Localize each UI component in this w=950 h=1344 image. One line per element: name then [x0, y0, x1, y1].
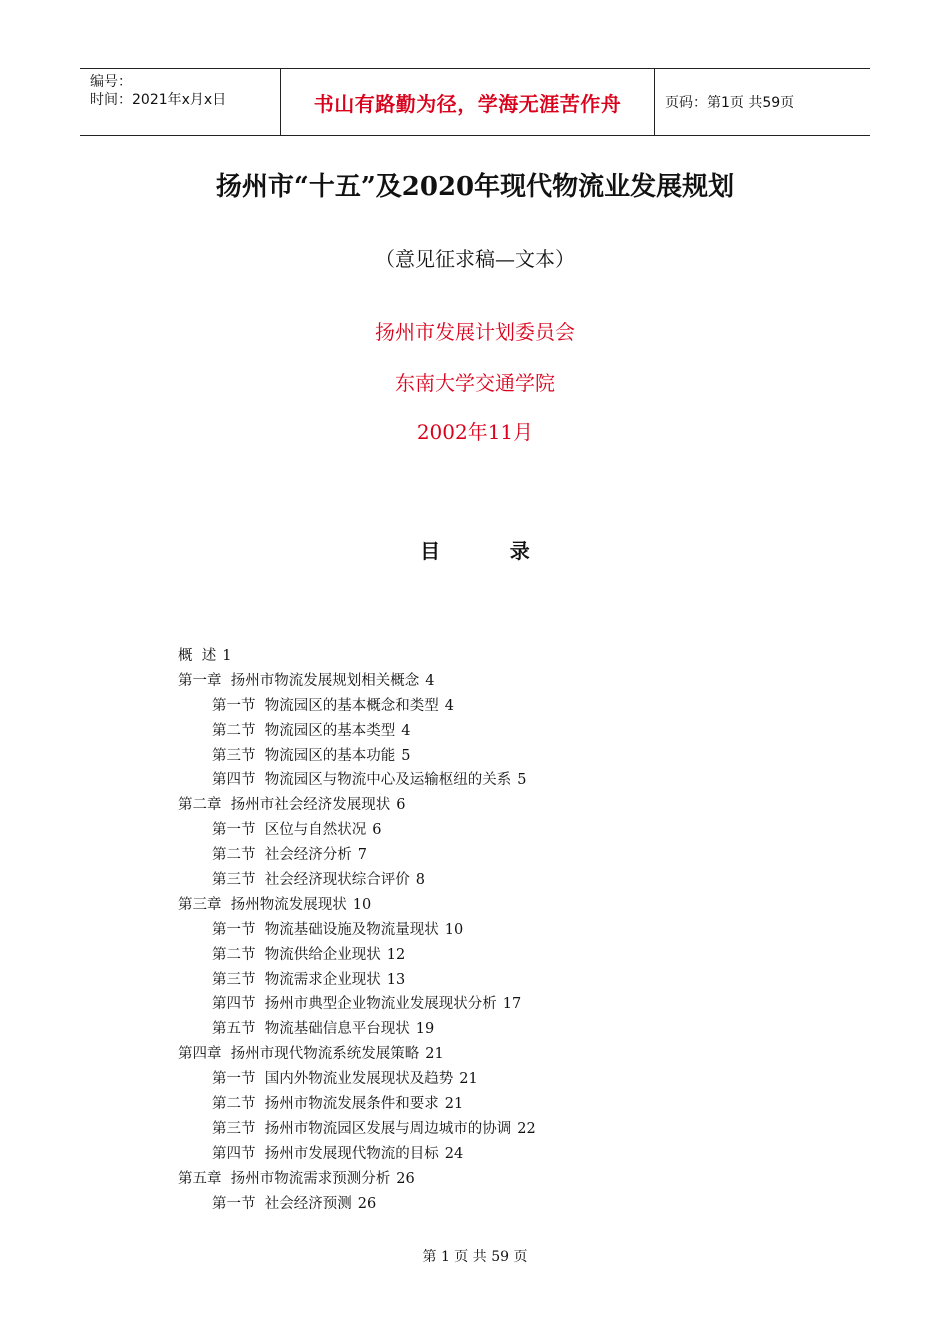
- toc-entry-page: 4: [401, 722, 411, 739]
- toc-section-entry[interactable]: [178, 918, 778, 943]
- document-date-label: 时间：2021年x月x日: [90, 92, 227, 108]
- toc-entry-page: 26: [396, 1170, 415, 1187]
- toc-entry-label: 第一节 物流基础设施及物流量现状: [212, 921, 439, 938]
- toc-section-entry[interactable]: [178, 1117, 778, 1142]
- organization-planning-commission: 扬州市发展计划委员会: [375, 320, 575, 344]
- toc-entry-page: 19: [415, 1021, 435, 1038]
- toc-section-entry[interactable]: [178, 992, 778, 1017]
- document-number-label: 编号：: [90, 74, 132, 90]
- toc-entry-page: 12: [386, 946, 406, 963]
- document-subtitle: （意见征求稿—文本）: [375, 247, 575, 271]
- toc-entry-label: 第五节 物流基础信息平台现状: [212, 1021, 410, 1038]
- toc-entry-page: 4: [425, 672, 435, 689]
- toc-entry-label: 第三节 物流需求企业现状: [212, 971, 381, 988]
- toc-entry-label: 第一节 社会经济预测: [212, 1195, 352, 1212]
- toc-chapter-entry[interactable]: [178, 1167, 778, 1192]
- toc-entry-page: 26: [357, 1195, 377, 1212]
- toc-entry-page: 13: [386, 971, 406, 988]
- toc-entry-page: 10: [444, 921, 464, 938]
- toc-entry-label: 第三章 扬州物流发展现状: [178, 896, 347, 913]
- toc-section-entry[interactable]: [178, 818, 778, 843]
- toc-entry-page: 4: [444, 697, 454, 714]
- toc-entry-label: 第二节 社会经济分析: [212, 847, 352, 864]
- toc-entry-page: 6: [396, 797, 406, 814]
- toc-section-entry[interactable]: [178, 719, 778, 744]
- toc-entry-page: 21: [444, 1096, 464, 1113]
- toc-entry-label: 第一章 扬州市物流发展规划相关概念: [178, 672, 420, 689]
- toc-entry-label: 第三节 扬州市物流园区发展与周边城市的协调: [212, 1120, 512, 1137]
- toc-entry-page: 10: [352, 896, 372, 913]
- toc-entry-label: 第二节 物流供给企业现状: [212, 946, 381, 963]
- toc-entry-label: 第三节 社会经济现状综合评价: [212, 872, 410, 889]
- toc-entry-page: 21: [459, 1071, 478, 1088]
- toc-entry-label: 第四章 扬州市现代物流系统发展策略: [178, 1046, 420, 1063]
- toc-section-entry[interactable]: [178, 1192, 778, 1217]
- toc-entry-page: 21: [425, 1046, 444, 1063]
- toc-chapter-entry[interactable]: [178, 793, 778, 818]
- toc-entry-page: 7: [357, 847, 367, 864]
- toc-entry-label: 第四节 物流园区与物流中心及运输枢纽的关系: [212, 772, 512, 789]
- header-motto: 书山有路勤为径，学海无涯苦作舟: [281, 69, 655, 135]
- toc-entry-page: 5: [401, 747, 411, 764]
- toc-section-entry[interactable]: [178, 868, 778, 893]
- toc-entry-label: 第四节 扬州市典型企业物流业发展现状分析: [212, 996, 497, 1013]
- toc-entry-label: 第二章 扬州市社会经济发展现状: [178, 797, 391, 814]
- toc-chapter-entry[interactable]: [178, 893, 778, 918]
- toc-entry-label: 第二节 扬州市物流发展条件和要求: [212, 1096, 439, 1113]
- toc-section-entry[interactable]: [178, 1067, 778, 1092]
- document-date: 2002年11月: [416, 420, 534, 444]
- document-title: 扬州市“十五”及2020年现代物流业发展规划: [215, 172, 735, 202]
- table-of-contents: [178, 644, 778, 1216]
- toc-chapter-entry[interactable]: [178, 644, 778, 669]
- header-meta: [80, 69, 281, 135]
- toc-entry-label: 第一节 国内外物流业发展现状及趋势: [212, 1071, 454, 1088]
- toc-heading: 目 录: [420, 539, 530, 563]
- toc-entry-page: 8: [415, 872, 425, 889]
- toc-entry-page: 5: [517, 772, 527, 789]
- toc-chapter-entry[interactable]: [178, 1042, 778, 1067]
- toc-chapter-entry[interactable]: [178, 669, 778, 694]
- toc-section-entry[interactable]: [178, 1142, 778, 1167]
- toc-entry-page: 6: [372, 822, 382, 839]
- toc-entry-page: 24: [444, 1145, 464, 1162]
- toc-entry-page: 17: [502, 996, 522, 1013]
- toc-section-entry[interactable]: [178, 843, 778, 868]
- toc-entry-label: 第五章 扬州市物流需求预测分析: [178, 1170, 391, 1187]
- toc-section-entry[interactable]: [178, 694, 778, 719]
- toc-section-entry[interactable]: [178, 768, 778, 793]
- toc-entry-page: 22: [517, 1120, 536, 1137]
- toc-entry-label: 第四节 扬州市发展现代物流的目标: [212, 1145, 439, 1162]
- toc-section-entry[interactable]: [178, 744, 778, 769]
- page-header: [80, 68, 870, 136]
- toc-section-entry[interactable]: [178, 1092, 778, 1117]
- toc-section-entry[interactable]: [178, 943, 778, 968]
- toc-section-entry[interactable]: [178, 968, 778, 993]
- toc-entry-label: 第一节 区位与自然状况: [212, 822, 367, 839]
- toc-section-entry[interactable]: [178, 1017, 778, 1042]
- organization-university: 东南大学交通学院: [395, 371, 555, 395]
- header-page-info: 页码：第1页 共59页: [665, 95, 795, 111]
- page-footer: 第 1 页 共 59 页: [422, 1249, 528, 1265]
- toc-entry-label: 概 述: [178, 648, 217, 664]
- toc-entry-label: 第二节 物流园区的基本类型: [212, 722, 396, 739]
- toc-entry-page: 1: [222, 648, 232, 664]
- toc-entry-label: 第三节 物流园区的基本功能: [212, 747, 396, 764]
- toc-entry-label: 第一节 物流园区的基本概念和类型: [212, 697, 439, 714]
